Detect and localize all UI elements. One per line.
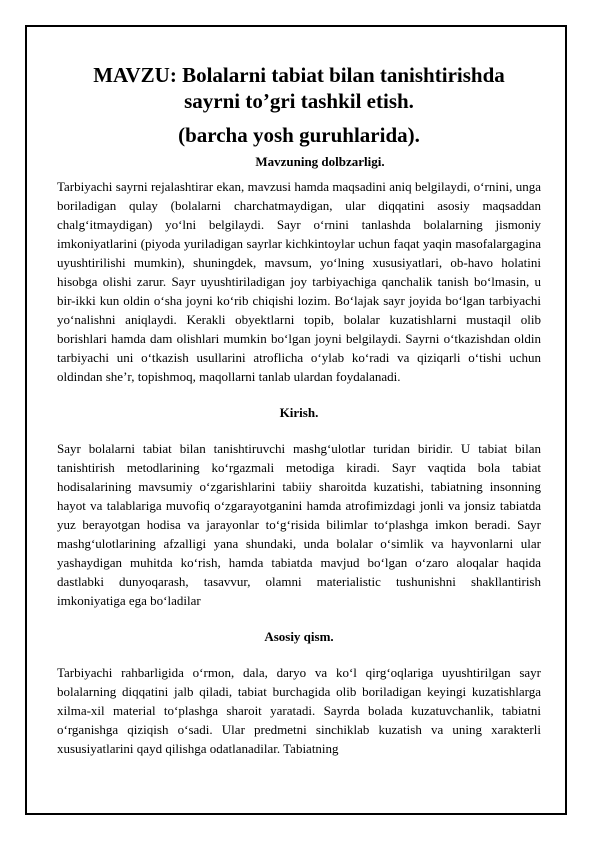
section-heading-relevance: Mavzuning dolbzarligi. <box>255 154 385 169</box>
section-text-main: Tarbiyachi rahbarligida o‘rmon, dala, daryo va ko‘l qirg‘oqlariga uyushtirilgan sayr bolalarning diqqatini jalb qiladi, tabiat burchagida olib boriladigan keyingi kuzatishlarga xilma-xil material to‘plashga sharoit yaratadi. Sayrda bolada kuzatuvchanlik, tabiatni o‘rganishga qiziqish o‘sadi. Ular predmetni sinchiklab kuzatish va uning xarakterli xususiyatlarini qayd qilishga odatlanadilar. Tabiatning <box>57 665 541 756</box>
document-title <box>57 62 541 114</box>
document-body <box>57 62 541 758</box>
title-line-1: MAVZU: Bolalarni tabiat bilan tanishtirishda <box>93 63 505 87</box>
title-line-2: sayrni to’gri tashkil etish. <box>184 89 414 113</box>
section-heading-main: Asosiy qism. <box>264 629 334 644</box>
section-text-relevance: Tarbiyachi sayrni rejalashtirar ekan, mavzusi hamda maqsadini aniq belgilaydi, o‘rnini, unga boriladigan qulay (bolalarni charchatmaydigan, ular diqqatini asosiy maqsaddan chalg‘itmaydigan) yo‘lni belgilaydi. Sayr o‘rnini tanlashda bolalarning jismoniy imkoniyatlarini (piyoda yuriladigan sayrlar kichkintoylar uchun faqat yaqin masofalargagina uyushtirilishi mumkin), shuningdek, mavsum, yo‘lning xususiyatlari, ob-havo holatini hisobga olishi zarur. Sayr uyushtiriladigan joy tarbiyachiga qanchalik tanish bo‘lmasin, u bir-ikki kun oldin o‘sha joyni ko‘rib chiqishi lozim. Bo‘lajak sayr joyida bo‘lgan tarbiyachi yo‘nalishni aniqlaydi. Kerakli obyektlarni topib, bolalar kuzatishlarni mustaqil olib borishlari hamda dam olishlari mumkin bo‘lgan joyni belgilaydi. Sayrni o‘tkazishdan oldin tarbiyachi uni o‘tkazish usullarini atroflicha o‘ylab ko‘radi va qiziqarli o‘tishi uchun oldindan she’r, topishmoq, maqollarni tanlab ulardan foydalanadi. <box>57 179 541 384</box>
section-text-introduction: Sayr bolalarni tabiat bilan tanishtiruvchi mashg‘ulotlar turidan biridir. U tabiat bilan tanishtirish metodlarining ko‘rgazmali metodiga kiradi. Sayr vaqtida bola tabiat hodisalarining mavsumiy o‘zgarishlarini tabiiy sharoitda kuzatishi, tabiatning insonning hayot va talablariga muvofiq o‘zgarayotganini hamda atrofimizdagi jonli va jonsiz tabiatda yuz berayotgan hodisa va jarayonlar to‘g‘risida bilimlar to‘plashga imkon beradi. Sayr mashg‘ulotlarining afzalligi yana shundaki, unda bolalar o‘simlik va hayvonlarni ular yashaydigan muhitda ko‘rish, hamda tabiatda mavjud bo‘lgan o‘zaro aloqalar haqida dastlabki dunyoqarash, tasavvur, olamni materialistic tushunishni shakllantirish imkoniyatiga ega bo‘ladilar <box>57 441 541 608</box>
document-subtitle: (barcha yosh guruhlarida). <box>178 123 420 147</box>
section-heading-introduction: Kirish. <box>279 405 319 420</box>
